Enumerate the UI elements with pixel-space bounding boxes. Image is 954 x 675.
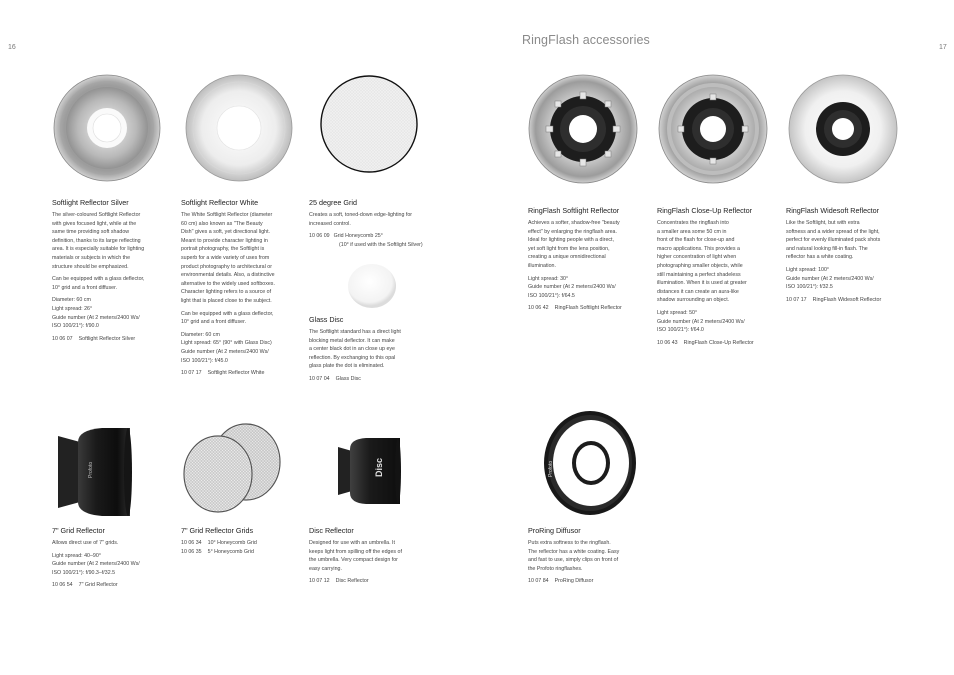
- grids-7-image: [182, 422, 282, 514]
- product-specs: Light spread: 50° Guide number (At 2 meters/2400 Ws/ ISO 100/21°): f/64.0: [657, 309, 745, 334]
- product-code: 10 06 35 5° Honeycomb Grid: [181, 548, 254, 555]
- product-description: Creates a soft, toned-down edge-lighting for increased control.: [309, 212, 413, 227]
- product-specs: Light spread: 40–90° Guide number (At 2 meters/2400 Ws/ ISO 100/21°): f/90.3–f/32.5: [52, 552, 140, 576]
- svg-text:Profoto: Profoto: [88, 461, 94, 478]
- page-number-left: 16: [8, 44, 16, 51]
- product-grid-reflector-7: [52, 526, 174, 590]
- product-description: Like the Softlight, but with extra softness and a wider spread of the light, perfect for evenly illuminated pack shots and natural looking fill-in flash. The reflector has a white coating.: [786, 220, 881, 261]
- disc-reflector-image: [336, 437, 402, 505]
- product-name: RingFlash Widesoft Reflector: [786, 206, 880, 215]
- product-code: 10 07 17 Softlight Reflector White: [181, 370, 265, 377]
- softlight-silver-image: [53, 74, 161, 182]
- product-specs: Diameter: 60 cm Light spread: 65° (90° with Glass Disc) Guide number (At 2 meters/2400 Ws/ ISO 100/21°): f/45.0: [181, 331, 272, 364]
- product-code: 10 06 09 Grid Honeycomb 25°: [309, 233, 383, 240]
- product-description: The silver-coloured Softlight Reflector with gives focused light, while at the same time providing soft shadow definition, thanks to its large reflecting area. It is especially suitable for lighting materials or subjects in which the structure should be emphasized.: [52, 212, 145, 270]
- product-proring-diffusor: [528, 526, 650, 586]
- grid-reflector-7-image: [52, 428, 132, 516]
- product-code: 10 07 04 Glass Disc: [309, 375, 361, 382]
- product-glass-disc: [309, 315, 431, 384]
- product-description: Allows direct use of 7" grids.: [52, 540, 119, 546]
- ringflash-softlight-image: [528, 74, 638, 184]
- product-name: RingFlash Softlight Reflector: [528, 206, 620, 215]
- product-name: RingFlash Close-Up Reflector: [657, 206, 753, 215]
- product-grid-25: [309, 198, 431, 249]
- product-code: 10 06 42 RingFlash Softlight Reflector: [528, 305, 622, 312]
- product-name: 7" Grid Reflector Grids: [181, 526, 254, 535]
- product-code-note: (10° if used with the Softlight Silver): [339, 241, 423, 248]
- product-code: 10 07 12 Disc Reflector: [309, 578, 369, 585]
- product-equipment: Can be equipped with a glass deflector, 10° grid and a front diffuser.: [52, 276, 145, 291]
- product-name: Glass Disc: [309, 315, 344, 324]
- product-ringflash-softlight: [528, 206, 650, 313]
- product-description: Concentrates the ringflash into a smaller area some 50 cm in front of the flash for close-up and macro applications. This provides a higher concentration of light when photographing smaller objects, while still maintaining a perfect shadeless illumination. When it is used at greater distances it can create an aura-like shadow surrounding an object.: [657, 220, 747, 304]
- grid-25-image: [319, 74, 419, 174]
- product-code: 10 06 07 Softlight Reflector Silver: [52, 335, 136, 342]
- product-specs: Light spread: 100° Guide number (At 2 meters/2400 Ws/ ISO 100/21°): f/32.5: [786, 266, 874, 291]
- disc-body-label: Disc: [374, 457, 384, 477]
- product-name: ProRing Diffusor: [528, 526, 581, 535]
- product-ringflash-widesoft: [786, 206, 908, 304]
- product-code: 10 06 34 10° Honeycomb Grid: [181, 540, 257, 546]
- ringflash-widesoft-image: [787, 74, 899, 184]
- product-description: Designed for use with an umbrella. It keeps light from spilling off the edges of the umbrella. Very compact design for easy carrying.: [309, 540, 402, 572]
- product-name: 25 degree Grid: [309, 198, 357, 207]
- glass-disc-image: [346, 262, 398, 310]
- product-description: Achieves a softer, shadow-free "beauty effect" by enlarging the ringflash area. Ideal for lighting people with a direct, yet soft light from the lens position, creating a unique omnidirectional illumination.: [528, 220, 620, 269]
- product-name: 7" Grid Reflector: [52, 526, 105, 535]
- product-disc-reflector: [309, 526, 431, 586]
- product-softlight-white: [181, 198, 303, 378]
- page-number-right: 17: [939, 44, 947, 51]
- product-name: Disc Reflector: [309, 526, 354, 535]
- product-description: The Softlight standard has a direct light blocking metal deflector. It can make a center black dot in an close up eye reflection. By exchanging to this opal glass plate the dot is eliminated.: [309, 329, 401, 370]
- product-description: The White Softlight Reflector (diameter 60 cm) also known as "The Beauty Dish" gives a soft, yet directional light. Meant to provide character lighting in portrait photography, the Softlight is superb for a wide variety of uses from product photography to architectural or environmental details. Also, a distinctive alternative to the widely used softboxes. Character lighting refers to a source of light that is placed close to the subject.: [181, 212, 275, 304]
- product-code: 10 06 43 RingFlash Close-Up Reflector: [657, 339, 754, 346]
- product-equipment: Can be equipped with a glass deflector, 10° grid and a front diffuser.: [181, 310, 274, 326]
- product-softlight-silver: [52, 198, 174, 343]
- product-grids-7: [181, 526, 303, 556]
- product-specs: Light spread: 30° Guide number (At 2 meters/2400 Ws/ ISO 100/21°): f/64.5: [528, 275, 616, 299]
- product-specs: Diameter: 60 cm Light spread: 26° Guide number (At 2 meters/2400 Ws/ ISO 100/21°): f/90.0: [52, 297, 140, 330]
- product-description: Puts extra softness to the ringflash. The reflector has a white coating. Easy and fast to use, simply clips on front of the Profoto ringflashes.: [528, 540, 620, 572]
- ringflash-closeup-image: [658, 74, 768, 184]
- product-code: 10 07 17 RingFlash Widesoft Reflector: [786, 296, 882, 303]
- product-ringflash-closeup: [657, 206, 779, 347]
- softlight-white-image: [184, 74, 294, 182]
- proring-diffusor-image: [540, 405, 638, 517]
- product-code: 10 06 54 7" Grid Reflector: [52, 582, 118, 589]
- proring-brand-label: Profoto: [548, 460, 554, 477]
- section-title: RingFlash accessories: [522, 33, 650, 47]
- product-code: 10 07 84 ProRing Diffusor: [528, 578, 594, 585]
- product-name: Softlight Reflector White: [181, 198, 259, 207]
- product-name: Softlight Reflector Silver: [52, 198, 129, 207]
